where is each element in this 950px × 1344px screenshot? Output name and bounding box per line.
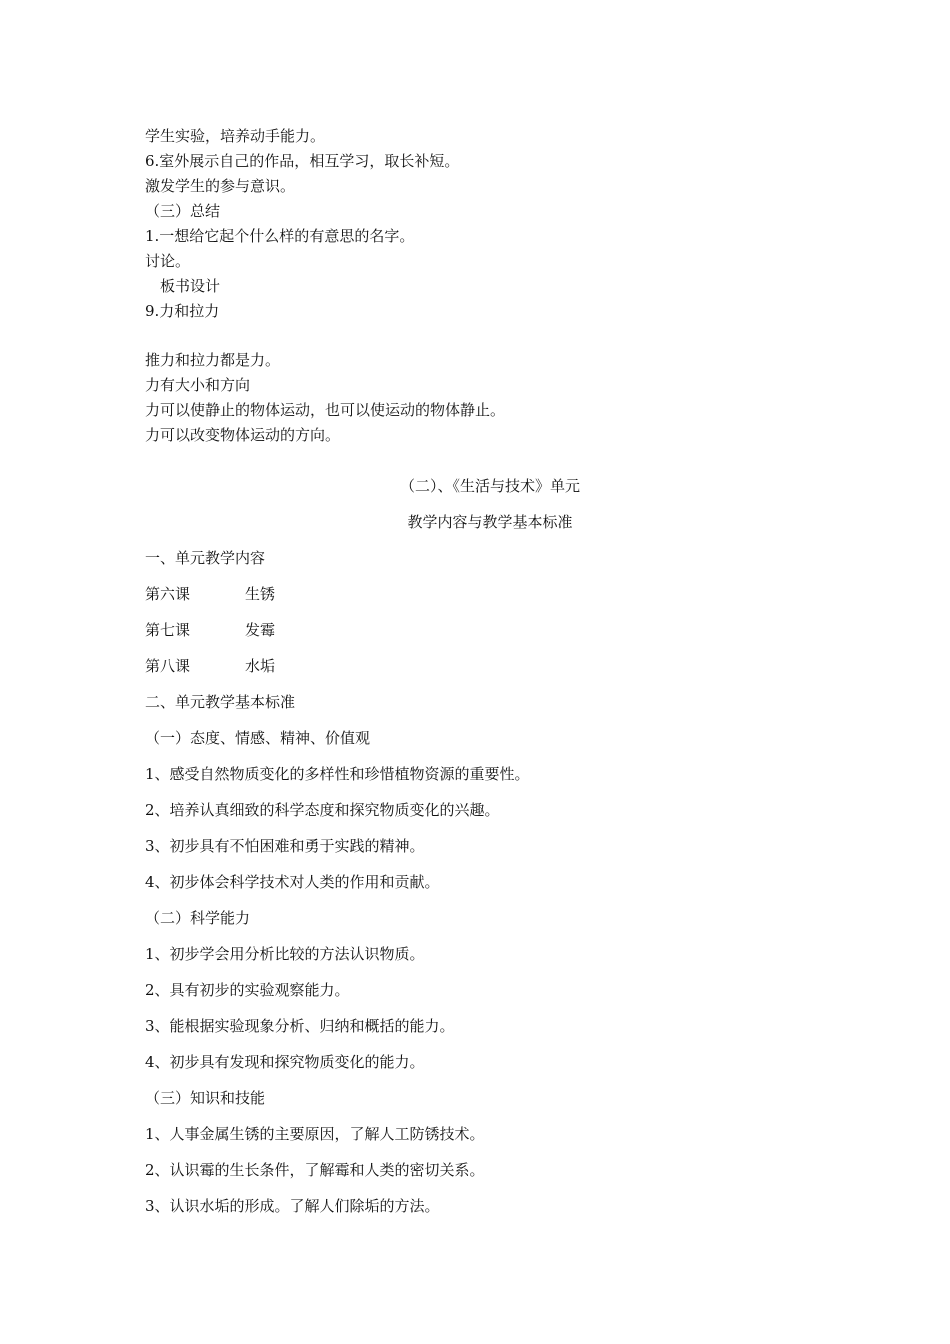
- list-item: 3、初步具有不怕困难和勇于实践的精神。: [145, 837, 425, 855]
- subsection-heading: （二）科学能力: [145, 909, 251, 927]
- subsection-heading: （三）知识和技能: [145, 1089, 266, 1107]
- board-line: 力可以改变物体运动的方向。: [145, 426, 341, 444]
- subsection-heading: （一）态度、情感、精神、价值观: [145, 729, 371, 747]
- text-line: 激发学生的参与意识。: [145, 177, 296, 195]
- list-item: 2、具有初步的实验观察能力。: [145, 981, 350, 999]
- board-line: 推力和拉力都是力。: [145, 351, 281, 369]
- section-heading: 二、单元教学基本标准: [145, 693, 296, 711]
- board-line: 力可以使静止的物体运动，也可以使运动的物体静止。: [145, 401, 506, 419]
- text-line: 学生实验，培养动手能力。: [145, 127, 326, 145]
- list-item: 1、感受自然物质变化的多样性和珍惜植物资源的重要性。: [145, 765, 530, 783]
- lesson-row: [145, 620, 275, 640]
- list-item: 3、能根据实验现象分析、归纳和概括的能力。: [145, 1017, 455, 1035]
- section-heading: 一、单元教学内容: [145, 549, 266, 567]
- text-line: 6.室外展示自己的作品，相互学习，取长补短。: [145, 152, 460, 170]
- board-design-label: 板书设计: [160, 277, 221, 295]
- lesson-number: 第八课: [145, 657, 191, 675]
- lesson-row: [145, 656, 275, 676]
- list-item: 1、初步学会用分析比较的方法认识物质。: [145, 945, 425, 963]
- lesson-name: 生锈: [245, 585, 276, 603]
- text-line: 讨论。: [145, 252, 191, 270]
- list-item: 1、人事金属生锈的主要原因，了解人工防锈技术。: [145, 1125, 485, 1143]
- lesson-number: 第七课: [145, 621, 191, 639]
- unit-title: （二）、《生活与技术》单元: [399, 477, 580, 495]
- unit-subtitle: 教学内容与教学基本标准: [407, 513, 573, 531]
- board-line: 力有大小和方向: [145, 376, 251, 394]
- list-item: 2、培养认真细致的科学态度和探究物质变化的兴趣。: [145, 801, 500, 819]
- list-item: 4、初步具有发现和探究物质变化的能力。: [145, 1053, 425, 1071]
- list-item: 2、认识霉的生长条件，了解霉和人类的密切关系。: [145, 1161, 485, 1179]
- lesson-name: 发霉: [245, 621, 276, 639]
- list-item: 4、初步体会科学技术对人类的作用和贡献。: [145, 873, 440, 891]
- section-heading: （三）总结: [145, 202, 221, 220]
- lesson-number: 第六课: [145, 585, 191, 603]
- text-line: 1.一想给它起个什么样的有意思的名字。: [145, 227, 415, 245]
- lesson-name: 水垢: [245, 657, 276, 675]
- lesson-row: [145, 584, 275, 604]
- list-item: 3、认识水垢的形成。了解人们除垢的方法。: [145, 1197, 440, 1215]
- board-title: 9.力和拉力: [145, 302, 220, 320]
